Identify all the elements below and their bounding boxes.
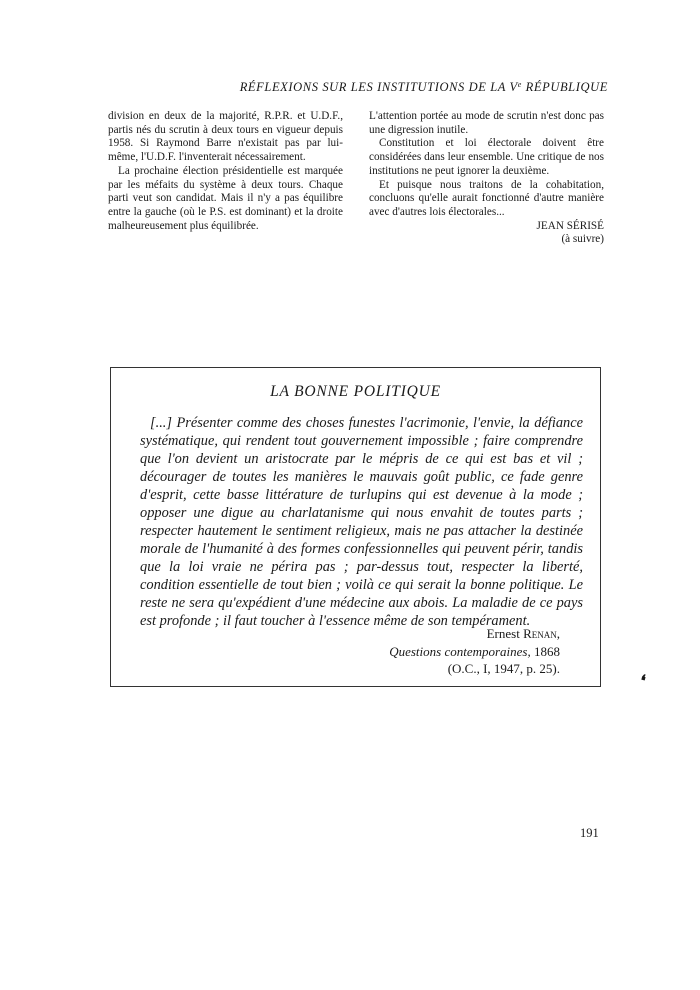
margin-mark: ❛ [637,672,648,691]
quote-author-first: Ernest [486,626,520,641]
quote-author-last: Renan, [523,626,560,641]
quote-text: [...] Présenter comme des choses funestes l'acrimonie, l'envie, la défiance systématique, qui rendent tout gouvernement impossible ; faire comprendre que l'on devient un aristocrate par le mépris de ce qui est bas et vil ; décourager de toutes les manières le mauvais goût public, ce fade genre d'esprit, cette basse littérature de turlupins qui est devenue à la mode ; opposer une digue au charlatanisme qui nous envahit de toutes parts ; respecter hautement le sentiment religieux, mais ne pas attacher la destinée morale de l'humanité à des formes confessionnelles qui peuvent périr, tandis que la loi vraie ne périra pas ; par-dessus tout, respecter la liberté, condition essentielle de tout bien ; voilà ce qui serait la bonne politique. Le reste ne sera qu'expédient d'une médecine aux abois. La maladie de ce pays est profonde ; il faut toucher à l'essence même de son tempérament. [140,415,583,629]
quote-work-year: 1868 [530,643,560,659]
to-be-continued-note: (à suivre) [561,233,604,246]
left-paragraph-1: division en deux de la majorité, R.P.R. et U.D.F., partis nés du scrutin à deux tours en vigueur depuis 1958. Si Raymond Barre n'existait pas par lui-même, l'U.D.F. l'inventerait nécessairement. [108,110,343,164]
article-author: JEAN SÉRISÉ [536,219,604,232]
right-paragraph-1: L'attention portée au mode de scrutin n'est donc pas une digression inutile. [369,110,604,136]
quote-box [110,367,601,687]
quote-work-title: Questions contemporaines, [389,643,531,659]
left-column [108,110,343,233]
quote-body [140,414,583,630]
right-paragraph-3: Et puisque nous traitons de la cohabitation, concluons qu'elle aurait fonctionné d'autre manière avec d'autres lois électorales... [369,178,604,218]
running-head: RÉFLEXIONS SUR LES INSTITUTIONS DE LA Ve RÉPUBLIQUE [239,80,608,94]
right-paragraph-2: Constitution et loi électorale doivent être considérées dans leur ensemble. Une critique de nos institutions ne peut ignorer la deuxième. [369,137,604,177]
quote-title: LA BONNE POLITIQUE [270,383,441,400]
right-column [369,110,604,247]
quote-attribution [389,625,560,678]
left-paragraph-2: La prochaine élection présidentielle est marquée par les méfaits du système à deux tours. Chaque parti veut son candidat. Mais il n'y a pas équilibre entre la gauche (où le P.S. est dominant) et la droite malheureusement plus équilibrée. [108,164,343,232]
page-number: 191 [580,826,599,840]
running-head-superscript: e [517,80,522,89]
quote-reference: (O.C., I, 1947, p. 25). [447,661,560,676]
